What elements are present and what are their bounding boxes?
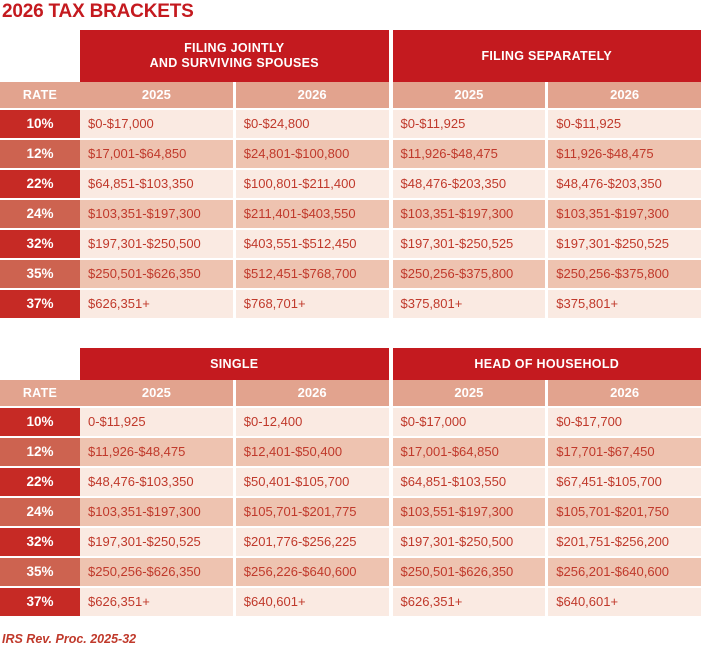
table-row: [393, 140, 701, 168]
table-row: [393, 528, 701, 556]
bracket-cell: $512,451-$768,700: [236, 260, 389, 288]
table-row: [393, 110, 701, 138]
bracket-cell: $256,226-$640,600: [236, 558, 389, 586]
rate-column-spacer: [0, 30, 80, 82]
group-title-line1: FILING SEPARATELY: [481, 49, 612, 64]
table-row: [80, 290, 389, 318]
table-row: [80, 170, 389, 198]
bracket-cell: $197,301-$250,500: [393, 528, 546, 556]
bracket-cell: $11,926-$48,475: [548, 140, 701, 168]
bracket-cell: $0-$11,925: [548, 110, 701, 138]
year-header-2026: 2026: [548, 380, 701, 406]
bracket-cell: $11,926-$48,475: [80, 438, 233, 466]
table-row: [80, 438, 389, 466]
bracket-cell: $12,401-$50,400: [236, 438, 389, 466]
bracket-cell: $197,301-$250,525: [80, 528, 233, 556]
bracket-cell: $17,701-$67,450: [548, 438, 701, 466]
group-title-line2: AND SURVIVING SPOUSES: [150, 56, 319, 70]
bracket-cell: $103,551-$197,300: [393, 498, 546, 526]
bracket-cell: $50,401-$105,700: [236, 468, 389, 496]
bracket-cell: $103,351-$197,300: [393, 200, 546, 228]
table-row: [393, 290, 701, 318]
bracket-cell: $375,801+: [548, 290, 701, 318]
group-title-line1: HEAD OF HOUSEHOLD: [474, 357, 619, 372]
bracket-cell: $250,501-$626,350: [393, 558, 546, 586]
bracket-cell: $0-$11,925: [393, 110, 546, 138]
table-row: [80, 140, 389, 168]
rate-chip: 35%: [0, 260, 80, 288]
bracket-cell: $250,256-$375,800: [393, 260, 546, 288]
tax-table-married: [0, 30, 701, 320]
bracket-cell: $250,501-$626,350: [80, 260, 233, 288]
bracket-cell: $640,601+: [236, 588, 389, 616]
rate-chip: 35%: [0, 558, 80, 586]
bracket-cell: $105,701-$201,750: [548, 498, 701, 526]
table-row: [393, 438, 701, 466]
group-title-filing-jointly: [80, 30, 389, 82]
rate-chip: 22%: [0, 468, 80, 496]
bracket-cell: $11,926-$48,475: [393, 140, 546, 168]
table-row: [393, 408, 701, 436]
table-row: [80, 230, 389, 258]
table-row: [393, 498, 701, 526]
bracket-cell: $626,351+: [393, 588, 546, 616]
table-row: [393, 260, 701, 288]
bracket-cell: $197,301-$250,525: [548, 230, 701, 258]
bracket-cell: $375,801+: [393, 290, 546, 318]
group-single: [80, 348, 389, 618]
bracket-cell: $197,301-$250,500: [80, 230, 233, 258]
year-header-row: [80, 82, 389, 108]
table-row: [393, 468, 701, 496]
bracket-cell: $17,001-$64,850: [393, 438, 546, 466]
bracket-cell: $103,351-$197,300: [80, 498, 233, 526]
bracket-cell: $201,776-$256,225: [236, 528, 389, 556]
table-row: [80, 408, 389, 436]
year-header-row: [80, 380, 389, 406]
rate-chip: 32%: [0, 528, 80, 556]
bracket-cell: $197,301-$250,525: [393, 230, 546, 258]
rate-column-table1: [0, 30, 80, 320]
bracket-cell: 0-$11,925: [80, 408, 233, 436]
bracket-cell: $0-$17,000: [80, 110, 233, 138]
bracket-cell: $626,351+: [80, 290, 233, 318]
bracket-cell: $250,256-$375,800: [548, 260, 701, 288]
bracket-cell: $100,801-$211,400: [236, 170, 389, 198]
bracket-cell: $626,351+: [80, 588, 233, 616]
rate-chip: 10%: [0, 110, 80, 138]
bracket-cell: $67,451-$105,700: [548, 468, 701, 496]
year-header-2026: 2026: [236, 82, 389, 108]
group-head-of-household: [393, 348, 701, 618]
table-row: [80, 588, 389, 616]
table-row: [393, 200, 701, 228]
bracket-cell: $17,001-$64,850: [80, 140, 233, 168]
bracket-cell: $250,256-$626,350: [80, 558, 233, 586]
rate-chip: 37%: [0, 588, 80, 616]
source-footnote: IRS Rev. Proc. 2025-32: [0, 632, 701, 646]
year-header-2025: 2025: [80, 380, 233, 406]
group-title-line1: SINGLE: [210, 357, 258, 372]
bracket-cell: $103,351-$197,300: [548, 200, 701, 228]
bracket-cell: $48,476-$203,350: [393, 170, 546, 198]
rate-chip: 22%: [0, 170, 80, 198]
filing-status-groups-table1: [80, 30, 701, 320]
filing-status-groups-table2: [80, 348, 701, 618]
year-header-row: [393, 380, 701, 406]
bracket-cell: $0-$17,700: [548, 408, 701, 436]
tax-table-single-hoh: [0, 348, 701, 618]
rate-chip: 24%: [0, 498, 80, 526]
bracket-cell: $0-12,400: [236, 408, 389, 436]
bracket-cell: $0-$17,000: [393, 408, 546, 436]
year-header-2026: 2026: [548, 82, 701, 108]
bracket-cell: $256,201-$640,600: [548, 558, 701, 586]
table-row: [80, 498, 389, 526]
bracket-cell: $48,476-$203,350: [548, 170, 701, 198]
table-row: [80, 110, 389, 138]
table-row: [80, 558, 389, 586]
rate-column-table2: [0, 348, 80, 618]
group-title-head-of-household: [393, 348, 701, 380]
table-row: [393, 170, 701, 198]
bracket-cell: $211,401-$403,550: [236, 200, 389, 228]
rate-chip: 24%: [0, 200, 80, 228]
bracket-cell: $403,551-$512,450: [236, 230, 389, 258]
year-header-2026: 2026: [236, 380, 389, 406]
bracket-cell: $201,751-$256,200: [548, 528, 701, 556]
bracket-cell: $640,601+: [548, 588, 701, 616]
table-row: [393, 588, 701, 616]
table-row: [80, 468, 389, 496]
group-title-single: [80, 348, 389, 380]
bracket-cell: $103,351-$197,300: [80, 200, 233, 228]
bracket-cell: $0-$24,800: [236, 110, 389, 138]
rate-chip: 37%: [0, 290, 80, 318]
table-row: [80, 260, 389, 288]
group-title-line1: FILING JOINTLY: [184, 41, 284, 55]
group-title-filing-separately: [393, 30, 701, 82]
group-filing-separately: [393, 30, 701, 320]
table-row: [80, 200, 389, 228]
rate-column-spacer: [0, 348, 80, 380]
rate-chip: 10%: [0, 408, 80, 436]
table-row: [393, 230, 701, 258]
bracket-cell: $64,851-$103,350: [80, 170, 233, 198]
bracket-cell: $64,851-$103,550: [393, 468, 546, 496]
bracket-cell: $24,801-$100,800: [236, 140, 389, 168]
bracket-cell: $105,701-$201,775: [236, 498, 389, 526]
bracket-cell: $768,701+: [236, 290, 389, 318]
page-title: 2026 TAX BRACKETS: [0, 0, 701, 22]
bracket-cell: $48,476-$103,350: [80, 468, 233, 496]
year-header-2025: 2025: [393, 380, 546, 406]
rate-chip: 32%: [0, 230, 80, 258]
rate-chip: 12%: [0, 438, 80, 466]
year-header-2025: 2025: [80, 82, 233, 108]
year-header-row: [393, 82, 701, 108]
table-row: [80, 528, 389, 556]
table-row: [393, 558, 701, 586]
group-filing-jointly: [80, 30, 389, 320]
rate-column-header: RATE: [0, 380, 80, 406]
rate-column-header: RATE: [0, 82, 80, 108]
rate-chip: 12%: [0, 140, 80, 168]
year-header-2025: 2025: [393, 82, 546, 108]
